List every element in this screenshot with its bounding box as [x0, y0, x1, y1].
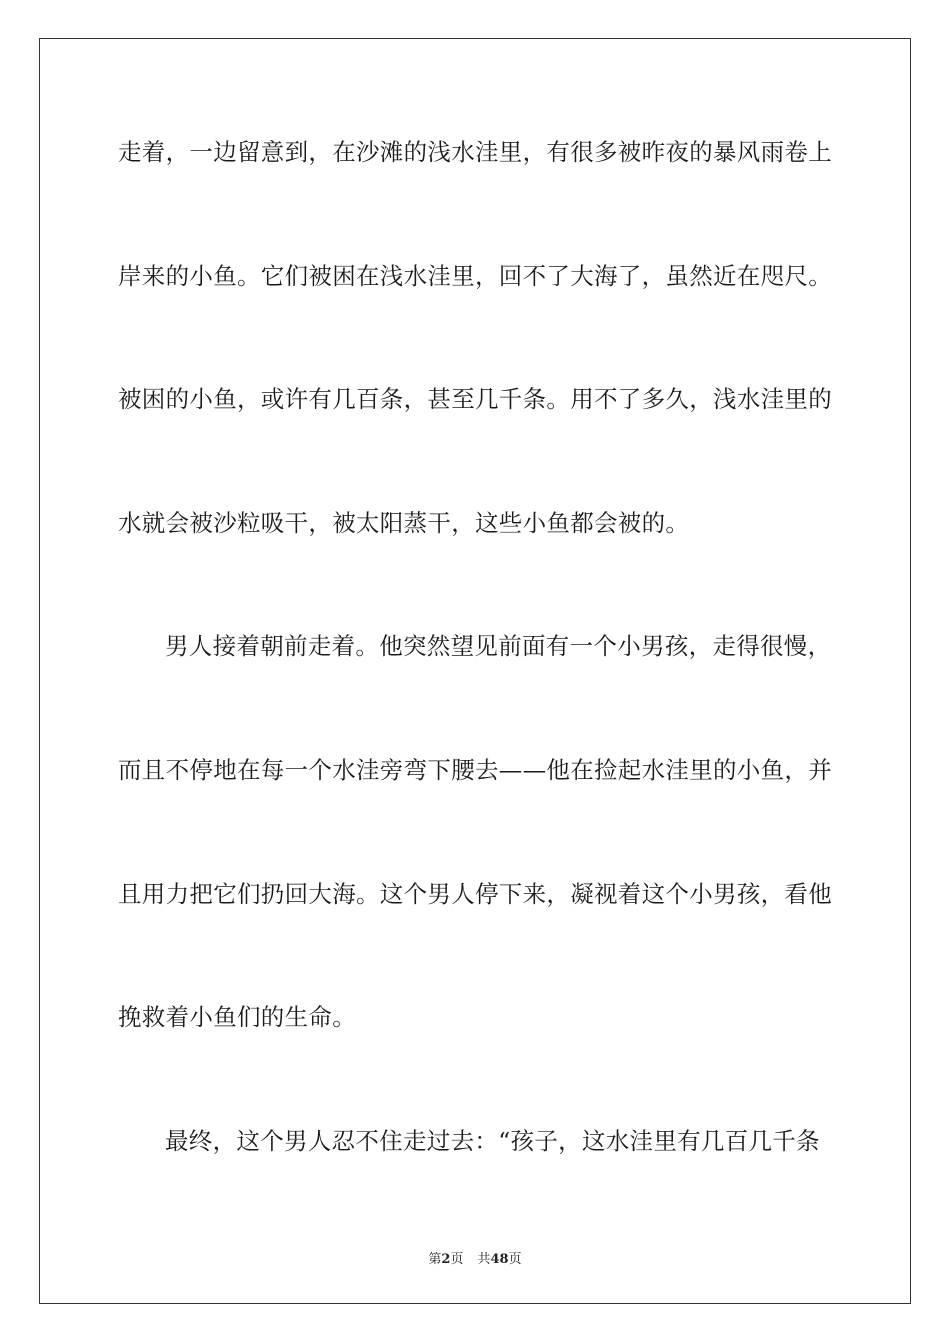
paragraph-start-line: 最终，这个男人忍不住走过去：“孩子，这水洼里有几百几千条: [165, 1126, 820, 1155]
text-line: 而且不停地在每一个水洼旁弯下腰去——他在捡起水洼里的小鱼，并: [118, 755, 832, 784]
text-line: 被困的小鱼，或许有几百条，甚至几千条。用不了多久，浅水洼里的: [118, 385, 832, 414]
page-prefix: 第: [428, 1252, 442, 1267]
total-prefix: 共: [477, 1252, 491, 1267]
text-line: 且用力把它们扔回大海。这个男人停下来，凝视着这个小男孩，看他: [118, 879, 832, 908]
total-pages: 48: [490, 1252, 509, 1267]
page-suffix: 页: [450, 1252, 464, 1267]
page-number: 2: [441, 1252, 451, 1267]
paragraph-start-line: 男人接着朝前走着。他突然望见前面有一个小男孩，走得很慢，: [165, 632, 832, 661]
text-line: 走着，一边留意到，在沙滩的浅水洼里，有很多被昨夜的暴风雨卷上: [118, 138, 832, 166]
text-line: 岸来的小鱼。它们被困在浅水洼里，回不了大海了，虽然近在咫尺。: [118, 261, 832, 290]
text-line: 水就会被沙粒吸干，被太阳蒸干，这些小鱼都会被的。: [118, 508, 690, 537]
page-footer: [0, 1248, 950, 1267]
body-text: [118, 126, 834, 1238]
text-line: 挽救着小鱼们的生命。: [118, 1003, 356, 1032]
total-suffix: 页: [508, 1252, 522, 1267]
